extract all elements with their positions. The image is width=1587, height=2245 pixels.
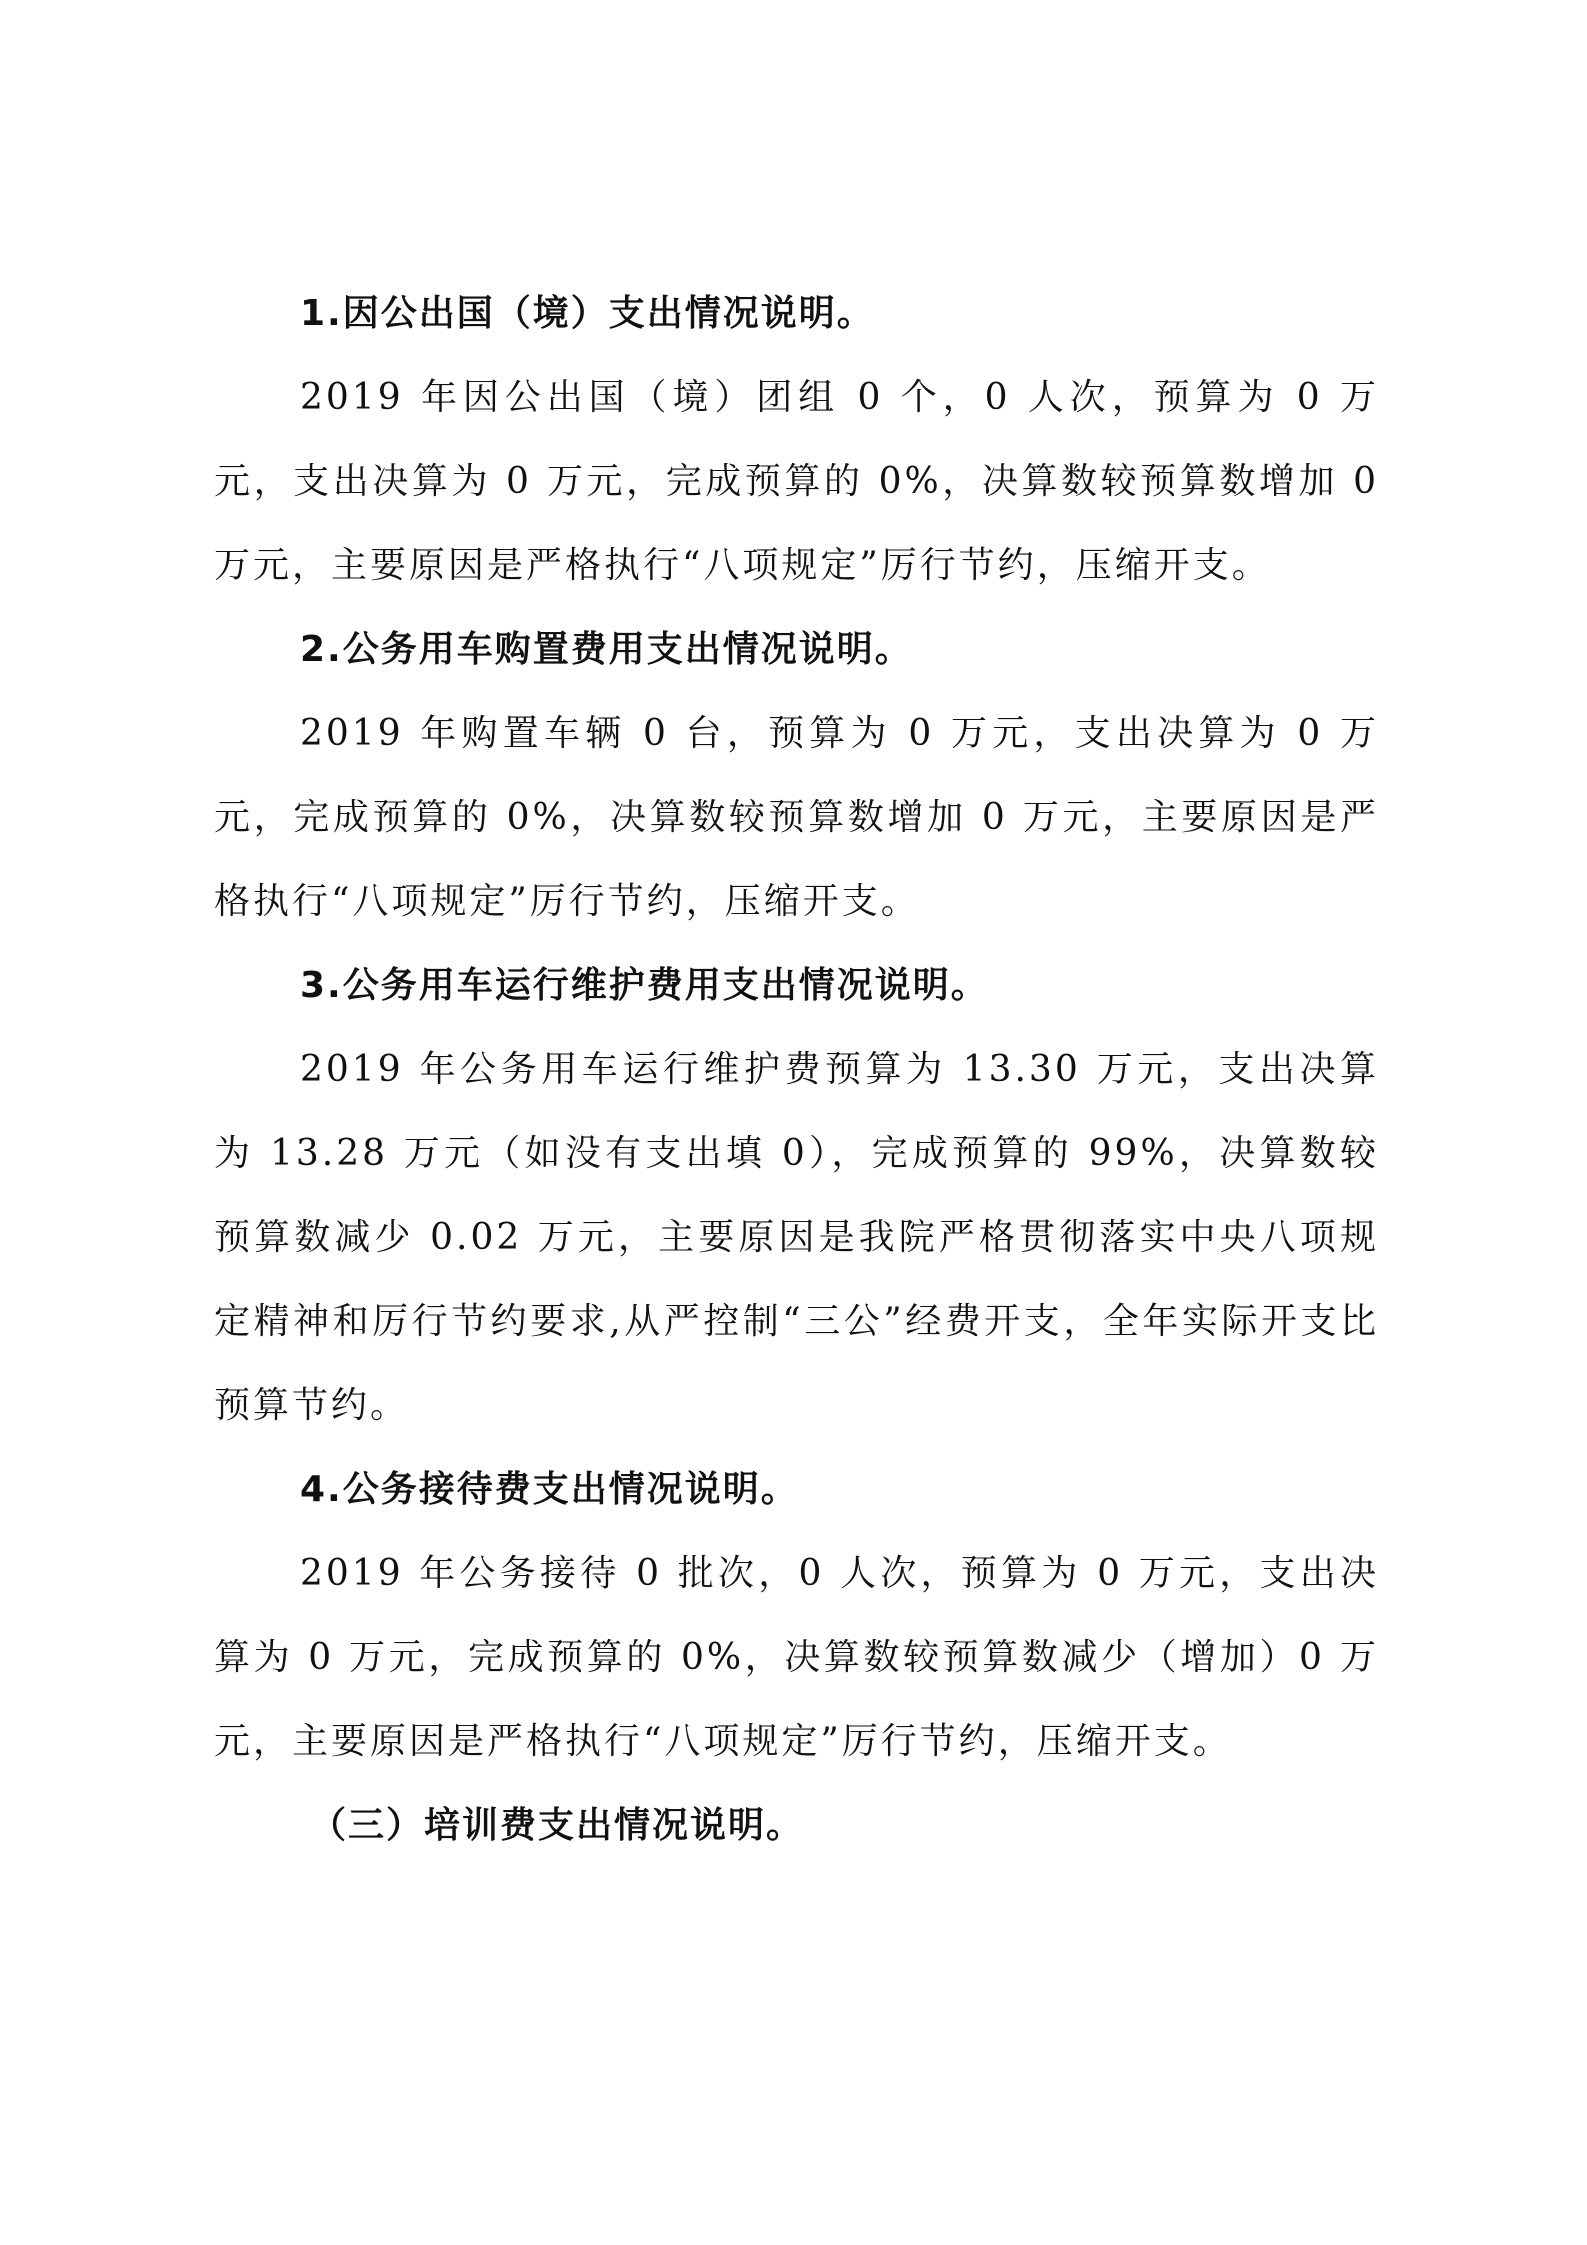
document-body [214,272,1379,1868]
heading-vehicle-purchase: 2.公务用车购置费用支出情况说明。 [300,629,913,670]
heading-outbound-travel: 1.因公出国（境）支出情况说明。 [300,293,875,334]
heading-training-expenses: （三）培训费支出情况说明。 [310,1805,805,1846]
heading-vehicle-maintenance: 3.公务用车运行维护费用支出情况说明。 [300,965,989,1006]
paragraph-vehicle-purchase: 2019 年购置车辆 0 台，预算为 0 万元，支出决算为 0 万元，完成预算的 0%，决算数较预算数增加 0 万元，主要原因是严格执行“八项规定”厉行节约，压缩开支。 [214,713,1379,922]
paragraph-outbound-travel: 2019 年因公出国（境）团组 0 个，0 人次，预算为 0 万元，支出决算为 0 万元，完成预算的 0%，决算数较预算数增加 0 万元，主要原因是严格执行“八项规定”厉行节约，压缩开支。 [214,377,1379,586]
paragraph-vehicle-maintenance: 2019 年公务用车运行维护费预算为 13.30 万元，支出决算为 13.28 万元（如没有支出填 0），完成预算的 99%，决算数较预算数减少 0.02 万元，主要原因是我院严格贯彻落实中央八项规定精神和厉行节约要求,从严控制“三公”经费开支，全年实际开支比预算节约。 [214,1049,1379,1426]
heading-official-reception: 4.公务接待费支出情况说明。 [300,1469,799,1510]
paragraph-official-reception: 2019 年公务接待 0 批次，0 人次，预算为 0 万元，支出决算为 0 万元，完成预算的 0%，决算数较预算数减少（增加）0 万元，主要原因是严格执行“八项规定”厉行节约，压缩开支。 [214,1553,1379,1762]
